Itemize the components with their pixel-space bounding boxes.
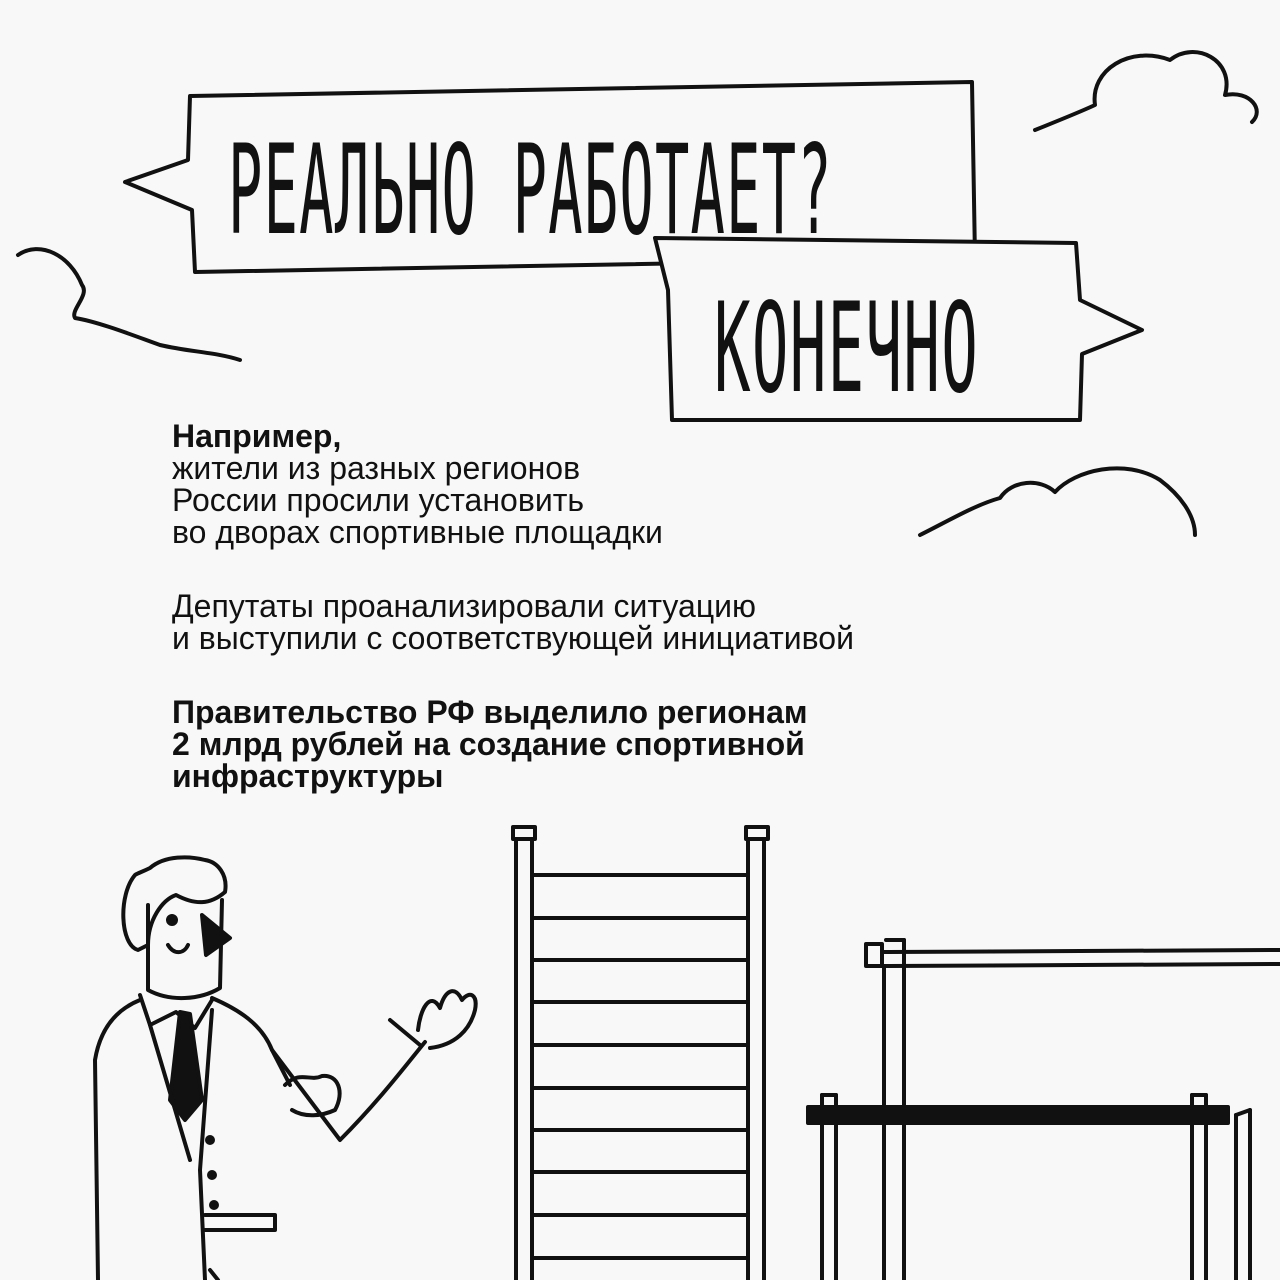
bubble-question-text: РЕАЛЬНО РАБОТАЕТ? (228, 118, 833, 263)
government-line: Правительство РФ выделило регионам (172, 694, 808, 730)
intro-line: России просили установить (172, 482, 585, 518)
bubble-answer-text: КОНЕЧНО (714, 276, 980, 421)
cloud-icon (18, 249, 240, 360)
man-figure (95, 857, 476, 1280)
main-text (172, 420, 932, 792)
parallel-bars (808, 1095, 1250, 1280)
deputies-line: и выступили с соответствующей инициативой (172, 620, 854, 656)
government-paragraph (172, 696, 932, 792)
intro-paragraph (172, 420, 932, 548)
deputies-paragraph (172, 590, 932, 654)
intro-lead: Например, (172, 418, 342, 454)
deputies-line: Депутаты проанализировали ситуацию (172, 588, 757, 624)
government-line: 2 млрд рублей на создание спортивной (172, 726, 805, 762)
cloud-icon (1035, 52, 1257, 130)
wall-bars (513, 827, 768, 1280)
intro-line: жители из разных регионов (172, 450, 581, 486)
intro-line: во дворах спортивные площадки (172, 514, 663, 550)
government-line: инфраструктуры (172, 758, 444, 794)
cloud-icon (920, 468, 1195, 535)
